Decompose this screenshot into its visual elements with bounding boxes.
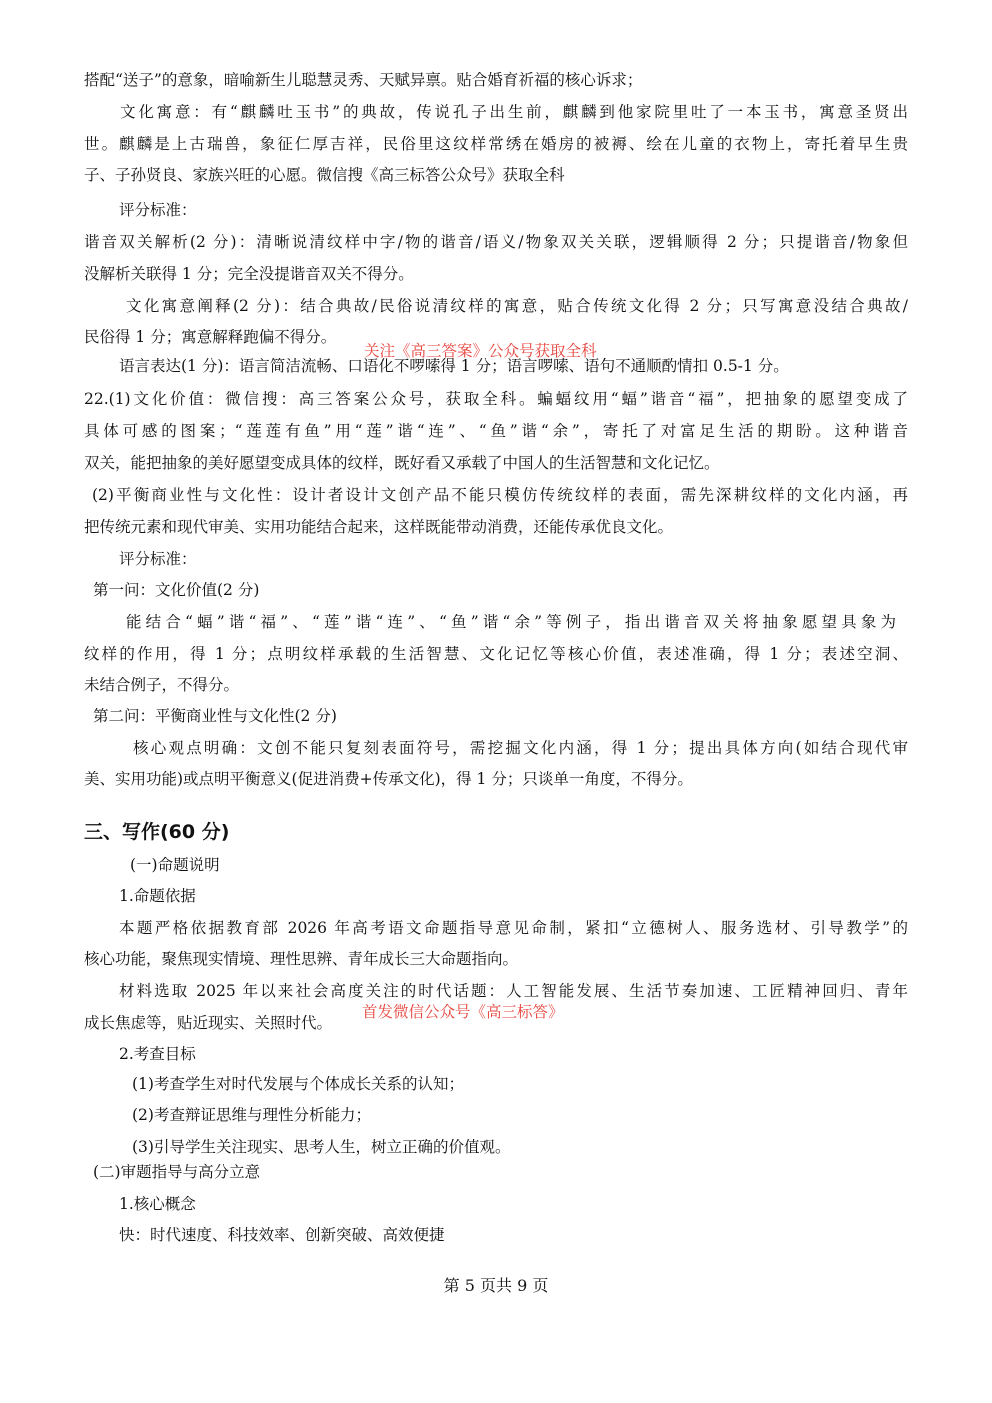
- list-item: (3)引导学生关注现实、思考人生，树立正确的价值观。: [132, 1138, 511, 1156]
- list-item: (1)考查学生对时代发展与个体成长关系的认知；: [132, 1075, 464, 1093]
- watermark-text: 首发微信公众号《高三标答》: [362, 1003, 564, 1021]
- text-line: 22.(1)文化价值：微信搜：高三答案公众号，获取全科。蝙蝠纹用“蝠”谐音“福”，把抽象的愿望变成了: [84, 390, 908, 408]
- text-line: 纹样的作用，得 1 分；点明纹样承载的生活智慧、文化记忆等核心价值，表述准确，得 1 分；表述空洞、: [84, 645, 908, 663]
- text-line: 未结合例子，不得分。: [84, 676, 240, 694]
- text-line: 具体可感的图案；“莲莲有鱼”用“莲”谐“连”、“鱼”谐“余”，寄托了对富足生活的期盼。这种谐音: [84, 422, 908, 440]
- text-line: 快：时代速度、科技效率、创新突破、高效便捷: [119, 1226, 445, 1244]
- sub-heading: 2.考查目标: [119, 1045, 196, 1063]
- text-line: 搭配“送子”的意象，暗喻新生儿聪慧灵秀、天赋异禀。贴合婚育祈福的核心诉求；: [84, 71, 643, 89]
- text-line: 核心功能，聚焦现实情境、理性思辨、青年成长三大命题指向。: [84, 950, 519, 968]
- sub-heading: (一)命题说明: [130, 856, 220, 874]
- sub-heading: 1.命题依据: [119, 887, 196, 905]
- text-line: 能结合“蝠”谐“福”、“莲”谐“连”、“鱼”谐“余”等例子，指出谐音双关将抽象愿望具象为: [126, 613, 896, 631]
- text-line: 核心观点明确：文创不能只复刻表面符号，需挖掘文化内涵，得 1 分；提出具体方向(如结合现代审: [133, 739, 908, 757]
- text-line: 民俗得 1 分；寓意解释跑偏不得分。: [84, 328, 337, 346]
- text-line: 双关，能把抽象的美好愿望变成具体的纹样，既好看又承载了中国人的生活智慧和文化记忆。: [84, 454, 720, 472]
- text-line: 子、子孙贤良、家族兴旺的心愿。微信搜《高三标答公众号》获取全科: [84, 166, 565, 184]
- text-line: 文化寓意：有“麒麟吐玉书”的典故，传说孔子出生前，麒麟到他家院里吐了一本玉书，寓意圣贤出: [120, 103, 908, 121]
- text-line: 本题严格依据教育部 2026 年高考语文命题指导意见命制，紧扣“立德树人、服务选材、引导教学”的: [119, 919, 908, 937]
- sub-heading: 1.核心概念: [119, 1195, 196, 1213]
- text-line: 材料选取 2025 年以来社会高度关注的时代话题：人工智能发展、生活节奏加速、工匠精神回归、青年: [119, 982, 908, 1000]
- section-label: 评分标准：: [119, 201, 197, 219]
- text-line: 美、实用功能)或点明平衡意义(促进消费+传承文化)，得 1 分；只谈单一角度，不得分。: [84, 770, 693, 788]
- list-item: (2)考查辩证思维与理性分析能力；: [132, 1106, 371, 1124]
- section-label: 评分标准：: [119, 550, 197, 568]
- sub-heading: 第二问：平衡商业性与文化性(2 分): [93, 707, 337, 725]
- text-line: 文化寓意阐释(2 分)：结合典故/民俗说清纹样的寓意，贴合传统文化得 2 分；只写寓意没结合典故/: [126, 297, 908, 315]
- text-line: 成长焦虑等，贴近现实、关照时代。: [84, 1014, 333, 1032]
- sub-heading: (二)审题指导与高分立意: [93, 1163, 261, 1181]
- sub-heading: 第一问：文化价值(2 分): [93, 581, 260, 599]
- text-line: 谐音双关解析(2 分)：清晰说清纹样中字/物的谐音/语义/物象双关关联，逻辑顺得 2 分；只提谐音/物象但: [84, 233, 908, 251]
- text-line: 把传统元素和现代审美、实用功能结合起来，这样既能带动消费，还能传承优良文化。: [84, 518, 674, 536]
- text-line: (2)平衡商业性与文化性：设计者设计文创产品不能只模仿传统纹样的表面，需先深耕纹样的文化内涵，再: [92, 486, 908, 504]
- text-line: 没解析关联得 1 分；完全没提谐音双关不得分。: [84, 265, 414, 283]
- section-heading: 三、写作(60 分): [84, 821, 230, 843]
- text-line: 世。麒麟是上古瑞兽，象征仁厚吉祥，民俗里这纹样常绣在婚房的被褥、绘在儿童的衣物上，寄托着早生贵: [84, 135, 908, 153]
- page-number: 第 5 页共 9 页: [443, 1276, 549, 1295]
- watermark-text: 关注《高三答案》公众号获取全科: [364, 342, 597, 360]
- text-line: 语言表达(1 分)：语言简洁流畅、口语化不啰嗦得 1 分；语言啰嗦、语句不通顺酌情扣 0.5-1 分。: [119, 357, 789, 375]
